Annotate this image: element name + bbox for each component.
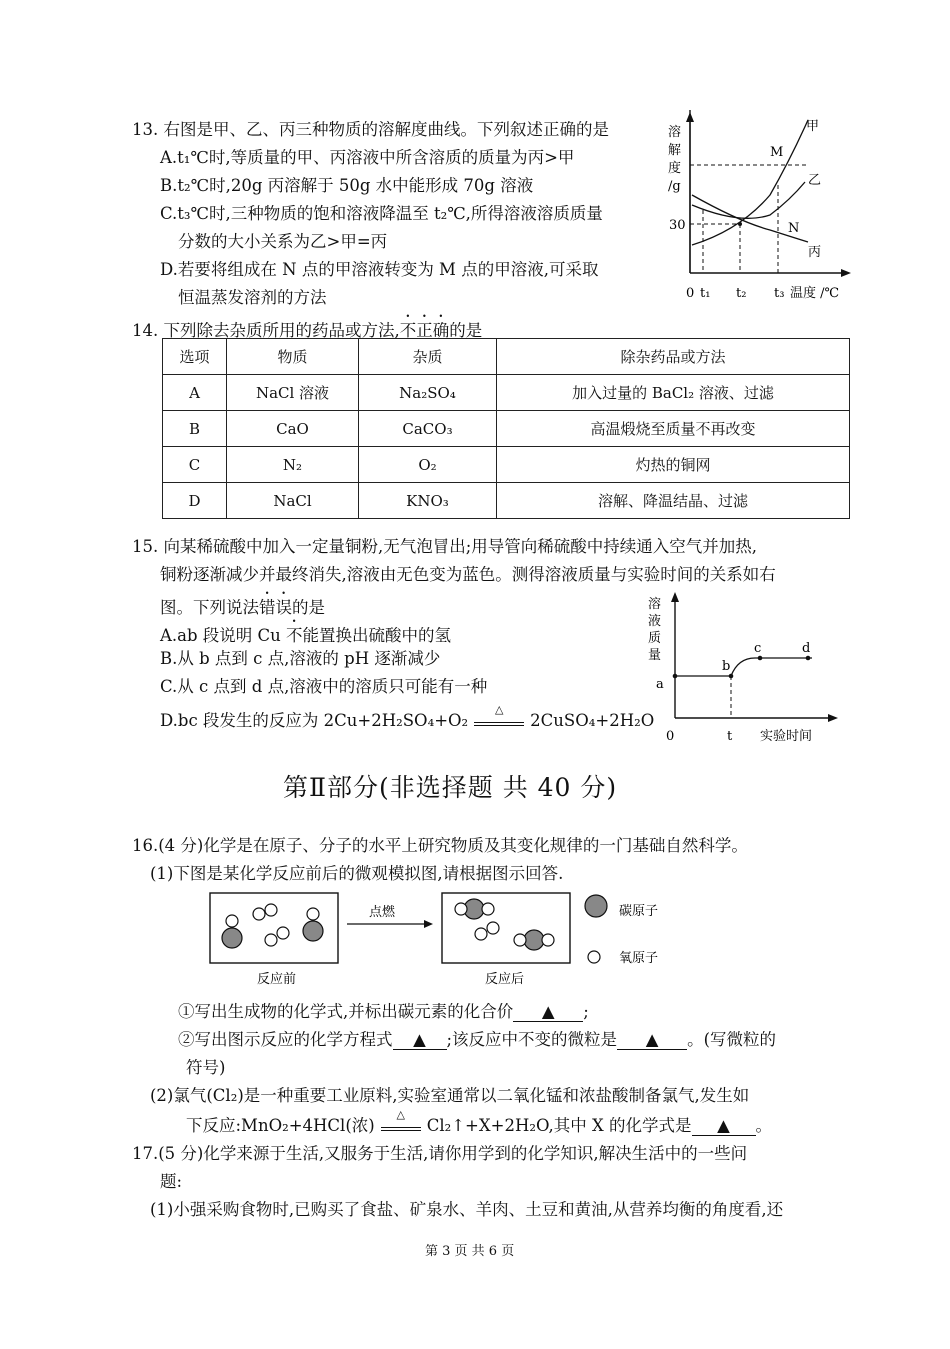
q17-line3: (1)小强采购食物时,已购买了食盐、矿泉水、羊肉、土豆和黄油,从营养均衡的角度看,还 bbox=[150, 1200, 784, 1219]
q16-sub1: ①写出生成物的化学式,并标出碳元素的化合价 ▲ ; bbox=[178, 1002, 589, 1021]
cell: KNO₃ bbox=[359, 483, 497, 519]
table-row bbox=[163, 483, 850, 519]
cell: 加入过量的 BaCl₂ 溶液、过滤 bbox=[497, 375, 850, 411]
q16-part2-line1: (2)氯气(Cl₂)是一种重要工业原料,实验室通常以二氧化锰和浓盐酸制备氯气,发生如 bbox=[150, 1086, 750, 1105]
q13-option-a: A.t₁℃时,等质量的甲、丙溶液中所含溶质的质量为丙>甲 bbox=[160, 148, 575, 167]
graph-t1: t₁ bbox=[700, 286, 711, 301]
cell: 高温煅烧至质量不再改变 bbox=[497, 411, 850, 447]
q14-stem: 14. 下列除去杂质所用的药品或方法,不正确的是 bbox=[132, 321, 483, 340]
after-label: 反应后 bbox=[485, 972, 525, 987]
q17-line1: 17.(5 分)化学来源于生活,又服务于生活,请你用学到的化学知识,解决生活中的一些问 bbox=[132, 1144, 748, 1163]
label-m: M bbox=[770, 145, 784, 160]
graph-ylabel-3: 度 bbox=[668, 161, 682, 176]
point-b: b bbox=[722, 659, 731, 674]
answer-blank[interactable]: ▲ bbox=[393, 1030, 447, 1050]
q15-option-c: C.从 c 点到 d 点,溶液中的溶质只可能有一种 bbox=[160, 677, 488, 696]
y-label-4: 量 bbox=[648, 648, 662, 663]
q16-stem: 16.(4 分)化学是在原子、分子的水平上研究物质及其变化规律的一门基础自然科学。 bbox=[132, 836, 748, 855]
q15-option-d: D.bc 段发生的反应为 2Cu+2H₂SO₄+O₂ △ 2CuSO₄+2H₂O bbox=[160, 703, 655, 730]
label-bing: 丙 bbox=[808, 245, 822, 260]
cell: NaCl bbox=[227, 483, 359, 519]
graph-y-30: 30 bbox=[669, 218, 686, 233]
t-label: t bbox=[727, 729, 733, 744]
q14-table bbox=[162, 338, 850, 519]
cell: 溶解、降温结晶、过滤 bbox=[497, 483, 850, 519]
q17-line2: 题: bbox=[160, 1172, 183, 1191]
q15-option-a: A.ab 段说明 Cu 不能置换出硫酸中的氢 bbox=[160, 626, 452, 645]
col-substance: 物质 bbox=[227, 339, 359, 375]
q13-option-c-cont: 分数的大小关系为乙>甲=丙 bbox=[178, 232, 388, 251]
q16-part2-line2: 下反应:MnO₂+4HCl(浓) △ Cl₂↑+X+2H₂O,其中 X 的化学式是 ▲ 。 bbox=[186, 1108, 773, 1135]
answer-blank[interactable]: ▲ bbox=[692, 1116, 756, 1136]
curve-yi bbox=[692, 182, 805, 218]
q13-option-b: B.t₂℃时,20g 丙溶解于 50g 水中能形成 70g 溶液 bbox=[160, 176, 534, 195]
q13-option-d: D.若要将组成在 N 点的甲溶液转变为 M 点的甲溶液,可采取 bbox=[160, 260, 599, 279]
q13-option-c: C.t₃℃时,三种物质的饱和溶液降温至 t₂℃,所得溶液溶质质量 bbox=[160, 204, 603, 223]
y-label-1: 溶 bbox=[648, 597, 662, 612]
section-title: 第Ⅱ部分(非选择题 共 40 分) bbox=[283, 773, 618, 802]
label-yi: 乙 bbox=[808, 173, 822, 188]
answer-blank[interactable]: ▲ bbox=[617, 1030, 687, 1050]
cell: CaO bbox=[227, 411, 359, 447]
cell: NaCl 溶液 bbox=[227, 375, 359, 411]
y-label-3: 质 bbox=[648, 631, 662, 646]
page-footer: 第 3 页 共 6 页 bbox=[425, 1244, 515, 1259]
point-c: c bbox=[754, 641, 762, 656]
before-label: 反应前 bbox=[257, 972, 297, 987]
col-method: 除杂药品或方法 bbox=[497, 339, 850, 375]
cell: C bbox=[163, 447, 227, 483]
q16-sub2: ②写出图示反应的化学方程式 ▲ ;该反应中不变的微粒是 ▲ 。(写微粒的 bbox=[178, 1030, 776, 1049]
cell: Na₂SO₄ bbox=[359, 375, 497, 411]
q15-line1: 15. 向某稀硫酸中加入一定量铜粉,无气泡冒出;用导管向稀硫酸中持续通入空气并加热, bbox=[132, 537, 758, 556]
col-impurity: 杂质 bbox=[359, 339, 497, 375]
q15-line3: 图。下列说法错误的是 bbox=[160, 598, 325, 617]
y-label-2: 液 bbox=[648, 614, 662, 629]
table-row bbox=[163, 375, 850, 411]
solubility-curve-graph bbox=[660, 110, 855, 310]
point-d: d bbox=[802, 641, 811, 656]
x-label: 实验时间 bbox=[760, 729, 813, 744]
origin: 0 bbox=[666, 729, 675, 744]
table-header-row bbox=[163, 339, 850, 375]
graph-origin: 0 bbox=[686, 286, 695, 301]
answer-blank[interactable]: ▲ bbox=[513, 1002, 583, 1022]
carbon-legend: 碳原子 bbox=[619, 904, 659, 919]
q15-option-b: B.从 b 点到 c 点,溶液的 pH 逐渐减少 bbox=[160, 649, 441, 668]
cell: 灼热的铜网 bbox=[497, 447, 850, 483]
graph-ylabel-1: 溶 bbox=[668, 125, 682, 140]
table-row bbox=[163, 411, 850, 447]
q13-stem: 13. 右图是甲、乙、丙三种物质的溶解度曲线。下列叙述正确的是 bbox=[132, 120, 609, 139]
q15-line2: 铜粉逐渐减少并最终消失,溶液由无色变为蓝色。测得溶液质量与实验时间的关系如右 bbox=[160, 565, 776, 584]
solution-mass-graph bbox=[640, 588, 845, 748]
col-option: 选项 bbox=[163, 339, 227, 375]
cell: D bbox=[163, 483, 227, 519]
arrow-label: 点燃 bbox=[369, 905, 396, 920]
graph-xlabel: 温度 /℃ bbox=[790, 286, 840, 301]
graph-ylabel-2: 解 bbox=[668, 143, 682, 158]
micro-model-diagram bbox=[205, 888, 705, 988]
point-a: a bbox=[656, 677, 664, 692]
graph-t2: t₂ bbox=[736, 286, 747, 301]
cell: CaCO₃ bbox=[359, 411, 497, 447]
label-n: N bbox=[788, 221, 800, 236]
cell: A bbox=[163, 375, 227, 411]
q16-part1: (1)下图是某化学反应前后的微观模拟图,请根据图示回答. bbox=[150, 864, 564, 883]
cell: O₂ bbox=[359, 447, 497, 483]
q16-sub2-cont: 符号) bbox=[186, 1058, 226, 1077]
table-row bbox=[163, 447, 850, 483]
cell: B bbox=[163, 411, 227, 447]
graph-t3: t₃ bbox=[774, 286, 785, 301]
oxygen-legend: 氧原子 bbox=[619, 951, 659, 966]
q13-option-d-cont: 恒温蒸发溶剂的方法 bbox=[178, 288, 327, 307]
graph-ylabel-4: /g bbox=[668, 179, 681, 194]
label-jia: 甲 bbox=[806, 119, 820, 134]
cell: N₂ bbox=[227, 447, 359, 483]
